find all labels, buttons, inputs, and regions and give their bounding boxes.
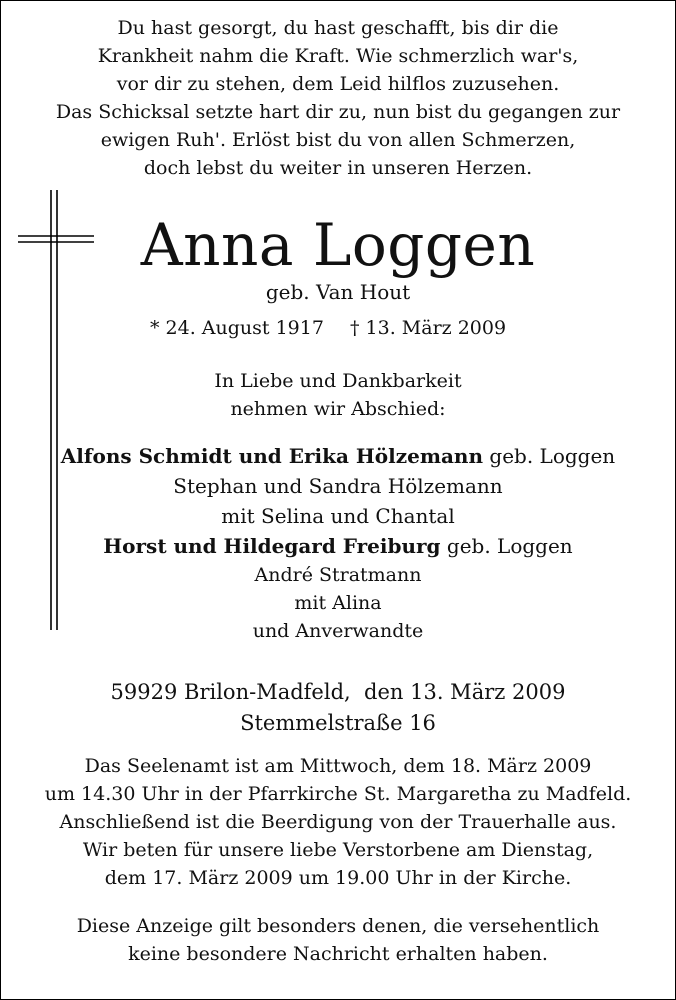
life-dates — [150, 315, 550, 341]
birth-date: 24. August 1917 — [165, 317, 324, 339]
family-suffix: geb. Loggen — [489, 444, 616, 468]
family-line: mit Alina — [294, 592, 382, 614]
birth-symbol: * — [150, 317, 160, 339]
maiden-name: geb. Van Hout — [265, 280, 411, 304]
family-line: Stephan und Sandra Hölzemann — [173, 474, 503, 498]
family-line — [0, 531, 676, 561]
poem-line: Das Schicksal setzte hart dir zu, nun bist du gegangen zur — [55, 101, 621, 123]
poem-line: Du hast gesorgt, du hast geschafft, bis dir die — [117, 17, 559, 39]
family-line: und Anverwandte — [252, 620, 424, 642]
poem-line: vor dir zu stehen, dem Leid hilflos zuzusehen. — [116, 73, 560, 95]
family-line — [0, 441, 676, 471]
thanks-line: nehmen wir Abschied: — [230, 398, 446, 420]
death-symbol: † — [350, 317, 360, 339]
service-line: Wir beten für unsere liebe Verstorbene am Dienstag, — [82, 839, 594, 861]
thanks-line: In Liebe und Dankbarkeit — [214, 370, 462, 392]
closing-line: keine besondere Nachricht erhalten haben. — [128, 943, 548, 965]
location-date: 59929 Brilon-Madfeld, den 13. März 2009 — [110, 680, 566, 704]
family-suffix: geb. Loggen — [446, 534, 573, 558]
deceased-name: Anna Loggen — [140, 211, 536, 279]
family-names-bold: Alfons Schmidt und Erika Hölzemann — [60, 444, 484, 468]
thanks — [0, 367, 676, 423]
poem-line: ewigen Ruh'. Erlöst bist du von allen Schmerzen, — [100, 129, 576, 151]
service-line: Das Seelenamt ist am Mittwoch, dem 18. März 2009 — [84, 755, 592, 777]
service-line: um 14.30 Uhr in der Pfarrkirche St. Margaretha zu Madfeld. — [44, 783, 632, 805]
service-line: Anschließend ist die Beerdigung von der Trauerhalle aus. — [59, 811, 617, 833]
closing-line: Diese Anzeige gilt besonders denen, die versehentlich — [76, 915, 600, 937]
street-address: Stemmelstraße 16 — [240, 711, 436, 735]
death-date: 13. März 2009 — [365, 317, 507, 339]
service-line: dem 17. März 2009 um 19.00 Uhr in der Kirche. — [104, 867, 572, 889]
closing-note — [0, 912, 676, 968]
service-info — [0, 752, 676, 892]
poem-line: Krankheit nahm die Kraft. Wie schmerzlich war's, — [97, 45, 579, 67]
family-list — [0, 441, 676, 645]
place-and-address — [0, 677, 676, 739]
family-names-bold: Horst und Hildegard Freiburg — [103, 534, 441, 558]
poem-line: doch lebst du weiter in unseren Herzen. — [143, 157, 533, 179]
family-line: André Stratmann — [254, 564, 422, 586]
poem — [0, 14, 676, 182]
family-line: mit Selina und Chantal — [221, 504, 455, 528]
